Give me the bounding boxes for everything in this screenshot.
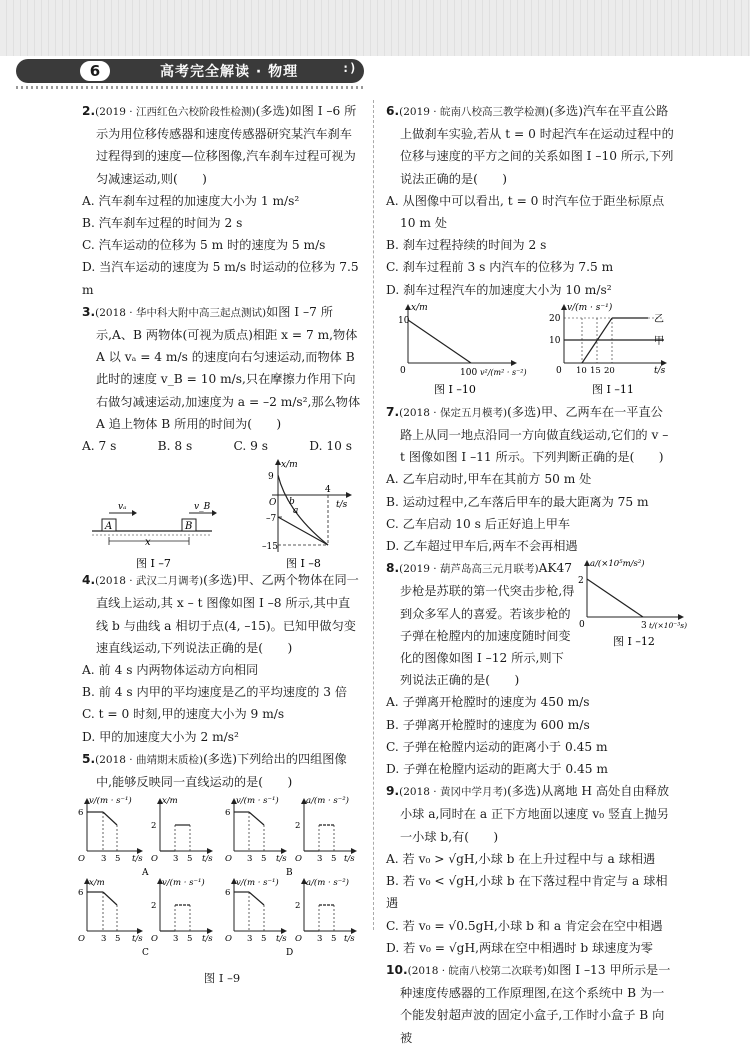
figures-7-8 bbox=[82, 457, 362, 569]
fig9-label-b: B bbox=[286, 868, 293, 879]
svg-text:5: 5 bbox=[115, 934, 121, 945]
option: C. 乙车启动 10 s 后正好追上甲车 bbox=[386, 516, 571, 531]
option: B. 前 4 s 内甲的平均速度是乙的平均速度的 3 倍 bbox=[82, 685, 348, 700]
column-divider bbox=[373, 100, 374, 930]
arrow-vb-head bbox=[212, 510, 217, 516]
question-source: (2018 · 曲靖期末质检) bbox=[95, 753, 204, 766]
question-source: (2019 · 皖南八校高三教学检测) bbox=[399, 106, 550, 118]
svg-text:5: 5 bbox=[331, 854, 337, 865]
svg-text:5: 5 bbox=[115, 854, 121, 865]
option: A. 若 v₀ > √gH,小球 b 在上升过程中与 a 球相遇 bbox=[386, 851, 656, 866]
yi-label: 乙 bbox=[654, 313, 664, 325]
page-number: 6 bbox=[78, 59, 112, 83]
question-stem: 如图 Ⅰ –7 所示,A、B 两物体(可视为质点)相距 x = 7 m,物体 A 以 vₐ = 4 m/s 的速度向右匀速运动,而物体 B 此时的速度 v_B = 10 m/s,只在摩擦力作用下向右做匀减速运动,加速度为 a = –2 m/s²,那么物体 A 追上物体 B 所用的时间为( ) bbox=[96, 304, 361, 431]
question-stem: (多选)下列给出的四组图像中,能够反映同一直线运动的是( ) bbox=[96, 751, 347, 790]
tick-minus-7: –7 bbox=[266, 514, 277, 525]
svg-text:v/(m · s⁻¹): v/(m · s⁻¹) bbox=[162, 878, 205, 889]
option: A. 汽车刹车过程的加速度大小为 1 m/s² bbox=[82, 193, 300, 208]
svg-text:3: 3 bbox=[173, 854, 179, 865]
y-axis-label: x/m bbox=[281, 460, 298, 471]
question-number: 9. bbox=[386, 784, 400, 799]
option: A. 前 4 s 内两物体运动方向相同 bbox=[82, 663, 259, 678]
question-10 bbox=[386, 959, 674, 1049]
vb-label: v_B bbox=[194, 502, 211, 513]
jia-label: 甲 bbox=[654, 335, 664, 347]
option: A. 7 s bbox=[82, 439, 117, 454]
option: D. 10 s bbox=[309, 439, 352, 454]
left-column bbox=[78, 100, 362, 989]
svg-text:v/(m · s⁻¹): v/(m · s⁻¹) bbox=[89, 796, 132, 807]
figure-12 bbox=[575, 557, 687, 649]
question-3 bbox=[82, 301, 362, 435]
svg-text:2: 2 bbox=[151, 821, 157, 832]
svg-text:2: 2 bbox=[295, 901, 301, 912]
tick-10: 10 bbox=[549, 335, 561, 346]
fig9-graph-a-vt bbox=[78, 795, 143, 864]
svg-text:5: 5 bbox=[187, 854, 193, 865]
svg-text:t/s: t/s bbox=[276, 934, 287, 945]
origin: 0 bbox=[400, 365, 406, 376]
svg-text:a/(m · s⁻²): a/(m · s⁻²) bbox=[306, 878, 349, 889]
question-number: 8. bbox=[386, 561, 400, 576]
svg-text:3: 3 bbox=[101, 854, 107, 865]
svg-text:x/m: x/m bbox=[89, 878, 105, 889]
svg-text:3: 3 bbox=[173, 934, 179, 945]
question-source: (2018 · 黄冈中学月考) bbox=[399, 786, 508, 799]
figure-7 bbox=[92, 502, 217, 570]
svg-text:v/(m · s⁻¹): v/(m · s⁻¹) bbox=[236, 878, 279, 889]
x-axis-label: t/s bbox=[654, 365, 666, 376]
question-source: (2018 · 保定五月模考) bbox=[399, 406, 508, 419]
option: A. 从图像中可以看出, t = 0 时汽车位于距坐标原点 10 m 处 bbox=[386, 193, 665, 231]
fig9-graph-d-vt bbox=[225, 877, 287, 944]
page-title: 高考完全解读 · 物理 bbox=[160, 64, 299, 80]
fig9-graph-c-vt bbox=[151, 877, 213, 944]
question-number: 3. bbox=[82, 304, 96, 319]
question-9 bbox=[386, 780, 674, 848]
svg-text:O: O bbox=[295, 854, 302, 865]
svg-text:O: O bbox=[78, 934, 85, 945]
tick-3: 3 bbox=[641, 621, 647, 632]
svg-text:t/s: t/s bbox=[202, 934, 213, 945]
svg-text:6: 6 bbox=[78, 808, 84, 819]
fig9-graph-c-xt bbox=[78, 878, 143, 944]
question-stem: (多选)甲、乙两个物体在同一直线上运动,其 x – t 图像如图 Ⅰ –8 所示,其中直线 b 与曲线 a 相切于点(4, –15)。已知甲做匀变速直线运动,下列说法正确的是( ) bbox=[96, 573, 359, 655]
question-stem: (多选)汽车在平直公路上做刹车实验,若从 t = 0 时起汽车在运动过程中的位移与速度的平方之间的关系如图 Ⅰ –10 所示,下列说法正确的是( ) bbox=[400, 104, 674, 186]
option: C. 子弹在枪膛内运动的距离小于 0.45 m bbox=[386, 739, 608, 754]
header-dotted-rule bbox=[16, 86, 364, 89]
y-axis-label: a/(×10⁵m/s²) bbox=[590, 559, 645, 570]
question-stem: (多选)从离地 H 高处自由释放小球 a,同时在 a 正下方地面以速度 v₀ 竖直上抛另一小球 b,有( ) bbox=[400, 784, 670, 844]
svg-text:t/s: t/s bbox=[276, 854, 287, 865]
svg-text:6: 6 bbox=[225, 888, 231, 899]
question-stem: AK47 步枪是苏联的第一代突击步枪,得到众多军人的喜爱。若该步枪的子弹在枪膛内的加速度随时间变化的图像如图 Ⅰ –12 所示,则下列说法正确的是( ) bbox=[400, 561, 575, 688]
svg-text:O: O bbox=[78, 854, 85, 865]
question-number: 5. bbox=[82, 751, 96, 766]
svg-text:t/s: t/s bbox=[202, 854, 213, 865]
option: B. 汽车刹车过程的时间为 2 s bbox=[82, 216, 243, 231]
svg-text:2: 2 bbox=[295, 821, 301, 832]
svg-text:a/(m · s⁻²): a/(m · s⁻²) bbox=[306, 796, 349, 807]
option: B. 刹车过程持续的时间为 2 s bbox=[386, 238, 547, 253]
svg-text:3: 3 bbox=[247, 854, 253, 865]
fig9-graph-d-at bbox=[295, 877, 356, 944]
svg-text:3: 3 bbox=[247, 934, 253, 945]
arrow-va-head bbox=[132, 510, 137, 516]
figure-11 bbox=[549, 302, 666, 396]
question-source: (2019 · 葫芦岛高三元月联考) bbox=[399, 563, 539, 576]
question-source: (2018 · 武汉二月调考) bbox=[95, 575, 204, 588]
svg-text:O: O bbox=[225, 934, 232, 945]
y-axis-label: x/m bbox=[411, 302, 428, 313]
line-b-label: b bbox=[289, 497, 295, 508]
x-axis-label: t/s bbox=[336, 500, 348, 511]
option: C. 9 s bbox=[233, 439, 269, 454]
question-source: (2019 · 江西红色六校阶段性检测) bbox=[95, 106, 256, 118]
option: C. t = 0 时刻,甲的速度大小为 9 m/s bbox=[82, 707, 285, 722]
svg-text:O: O bbox=[151, 934, 158, 945]
option: D. 刹车过程汽车的加速度大小为 10 m/s² bbox=[386, 282, 612, 297]
fig9-label-a: A bbox=[142, 868, 149, 879]
curve-a bbox=[278, 475, 328, 545]
option: B. 若 v₀ < √gH,小球 b 在下落过程中肯定与 a 球相遇 bbox=[386, 874, 668, 911]
svg-text:t/s: t/s bbox=[132, 934, 143, 945]
option: D. 若 v₀ = √gH,两球在空中相遇时 b 球速度为零 bbox=[386, 940, 653, 955]
option: D. 子弹在枪膛内运动的距离大于 0.45 m bbox=[386, 762, 608, 777]
svg-text:O: O bbox=[151, 854, 158, 865]
question-7 bbox=[386, 401, 674, 469]
fig12-line bbox=[587, 579, 643, 617]
tick-minus-15: –15 bbox=[262, 542, 278, 553]
origin: 0 bbox=[556, 365, 562, 376]
figure-7-8-svg bbox=[82, 457, 362, 569]
y-axis-label: v/(m · s⁻¹) bbox=[567, 302, 613, 313]
origin: 0 bbox=[579, 620, 585, 631]
question-6 bbox=[386, 100, 674, 190]
fig9-graph-a-xt bbox=[151, 796, 213, 864]
tick-x-10: 10 bbox=[576, 365, 587, 376]
tick-100: 100 bbox=[460, 367, 478, 378]
figure-8 bbox=[262, 459, 352, 570]
va-label: vₐ bbox=[118, 502, 127, 513]
fig10-line bbox=[408, 320, 471, 363]
option: A. 乙车启动时,甲车在其前方 50 m 处 bbox=[386, 472, 592, 487]
figures-10-11 bbox=[386, 301, 674, 401]
question-4 bbox=[82, 569, 362, 659]
figure-11-caption: 图 Ⅰ –11 bbox=[592, 382, 634, 396]
question-number: 10. bbox=[386, 962, 408, 977]
x-axis-label: v²/(m² · s⁻²) bbox=[480, 367, 527, 377]
tick-20: 20 bbox=[549, 313, 561, 324]
option: B. 8 s bbox=[157, 439, 193, 454]
question-8-block bbox=[386, 557, 688, 691]
figure-8-caption: 图 Ⅰ –8 bbox=[286, 557, 321, 571]
question-number: 4. bbox=[82, 573, 96, 588]
tick-9: 9 bbox=[268, 472, 274, 483]
figure-9 bbox=[72, 793, 362, 963]
svg-text:6: 6 bbox=[225, 808, 231, 819]
question-source: (2018 · 华中科大附中高三起点测试) bbox=[95, 306, 267, 319]
option: A. 子弹离开枪膛时的速度为 450 m/s bbox=[386, 695, 590, 710]
question-stem: (多选)如图 Ⅰ –6 所示为用位移传感器和速度传感器研究某汽车刹车过程得到的速度—位移图像,汽车刹车过程可视为匀减速运动,则( ) bbox=[96, 104, 357, 186]
origin: O bbox=[269, 498, 277, 509]
question-number: 7. bbox=[386, 404, 400, 419]
svg-text:t/s: t/s bbox=[344, 934, 355, 945]
x-axis-label: t/(×10⁻³s) bbox=[649, 621, 688, 631]
svg-text:5: 5 bbox=[331, 934, 337, 945]
tick-x-15: 15 bbox=[590, 365, 601, 376]
option: B. 运动过程中,乙车落后甲车的最大距离为 75 m bbox=[386, 494, 649, 509]
svg-text:3: 3 bbox=[101, 934, 107, 945]
question-number: 6. bbox=[386, 104, 400, 118]
right-column bbox=[386, 100, 688, 1049]
option: D. 乙车超过甲车后,两车不会再相遇 bbox=[386, 539, 578, 554]
block-b-label: B bbox=[185, 521, 193, 533]
svg-text:5: 5 bbox=[261, 934, 267, 945]
svg-text:2: 2 bbox=[151, 901, 157, 912]
option: D. 甲的加速度大小为 2 m/s² bbox=[82, 729, 239, 744]
tick-2: 2 bbox=[578, 576, 584, 587]
svg-text:3: 3 bbox=[317, 934, 323, 945]
option: C. 若 v₀ = √0.5gH,小球 b 和 a 肯定会在空中相遇 bbox=[386, 918, 663, 933]
figure-9-caption: 图 Ⅰ –9 bbox=[203, 971, 241, 986]
svg-text:t/s: t/s bbox=[344, 854, 355, 865]
question-stem: (多选)甲、乙两车在一平直公路上从同一地点沿同一方向做直线运动,它们的 v – t 图像如图 Ⅰ –11 所示。下列判断正确的是( ) bbox=[400, 404, 669, 465]
fig9-graph-b-at bbox=[295, 795, 356, 864]
curve-a-label: a bbox=[293, 506, 299, 517]
header-mark: :) bbox=[342, 61, 357, 75]
fig9-label-c: C bbox=[142, 948, 149, 959]
figure-10-caption: 图 Ⅰ –10 bbox=[434, 382, 476, 396]
fig9-graph-b-vt bbox=[225, 795, 287, 864]
option-row bbox=[82, 435, 362, 457]
svg-text:3: 3 bbox=[317, 854, 323, 865]
svg-text:v/(m · s⁻¹): v/(m · s⁻¹) bbox=[236, 796, 279, 807]
distance-label: x bbox=[145, 537, 151, 549]
svg-text:5: 5 bbox=[187, 934, 193, 945]
svg-text:5: 5 bbox=[261, 854, 267, 865]
option: C. 汽车运动的位移为 5 m 时的速度为 5 m/s bbox=[82, 238, 326, 253]
tick-x-20: 20 bbox=[604, 365, 615, 376]
question-8 bbox=[386, 557, 575, 691]
svg-text:O: O bbox=[295, 934, 302, 945]
svg-text:t/s: t/s bbox=[132, 854, 143, 865]
fig9-label-d: D bbox=[286, 948, 294, 959]
option: D. 当汽车运动的速度为 5 m/s 时运动的位移为 7.5 m bbox=[82, 260, 359, 297]
question-number: 2. bbox=[82, 104, 96, 118]
question-stem: 如图 Ⅰ –13 甲所示是一种速度传感器的工作原理图,在这个系统中 B 为一个能发射超声波的固定小盒子,工作时小盒子 B 向被 bbox=[400, 962, 671, 1045]
svg-text:x/m: x/m bbox=[162, 796, 178, 807]
question-2 bbox=[82, 100, 362, 190]
option: C. 刹车过程前 3 s 内汽车的位移为 7.5 m bbox=[386, 260, 614, 275]
svg-text:O: O bbox=[225, 854, 232, 865]
figure-12-caption: 图 Ⅰ –12 bbox=[613, 635, 655, 649]
block-a-label: A bbox=[105, 521, 113, 533]
question-source: (2018 · 皖南八校第二次联考) bbox=[407, 964, 548, 977]
question-5 bbox=[82, 748, 362, 793]
figure-7-caption: 图 Ⅰ –7 bbox=[136, 557, 171, 571]
option: B. 子弹离开枪膛时的速度为 600 m/s bbox=[386, 717, 590, 732]
svg-text:6: 6 bbox=[78, 888, 84, 899]
header-stripes bbox=[0, 0, 750, 56]
tick-10: 10 bbox=[398, 315, 410, 326]
tick-4: 4 bbox=[325, 485, 331, 496]
figure-10 bbox=[398, 303, 527, 396]
